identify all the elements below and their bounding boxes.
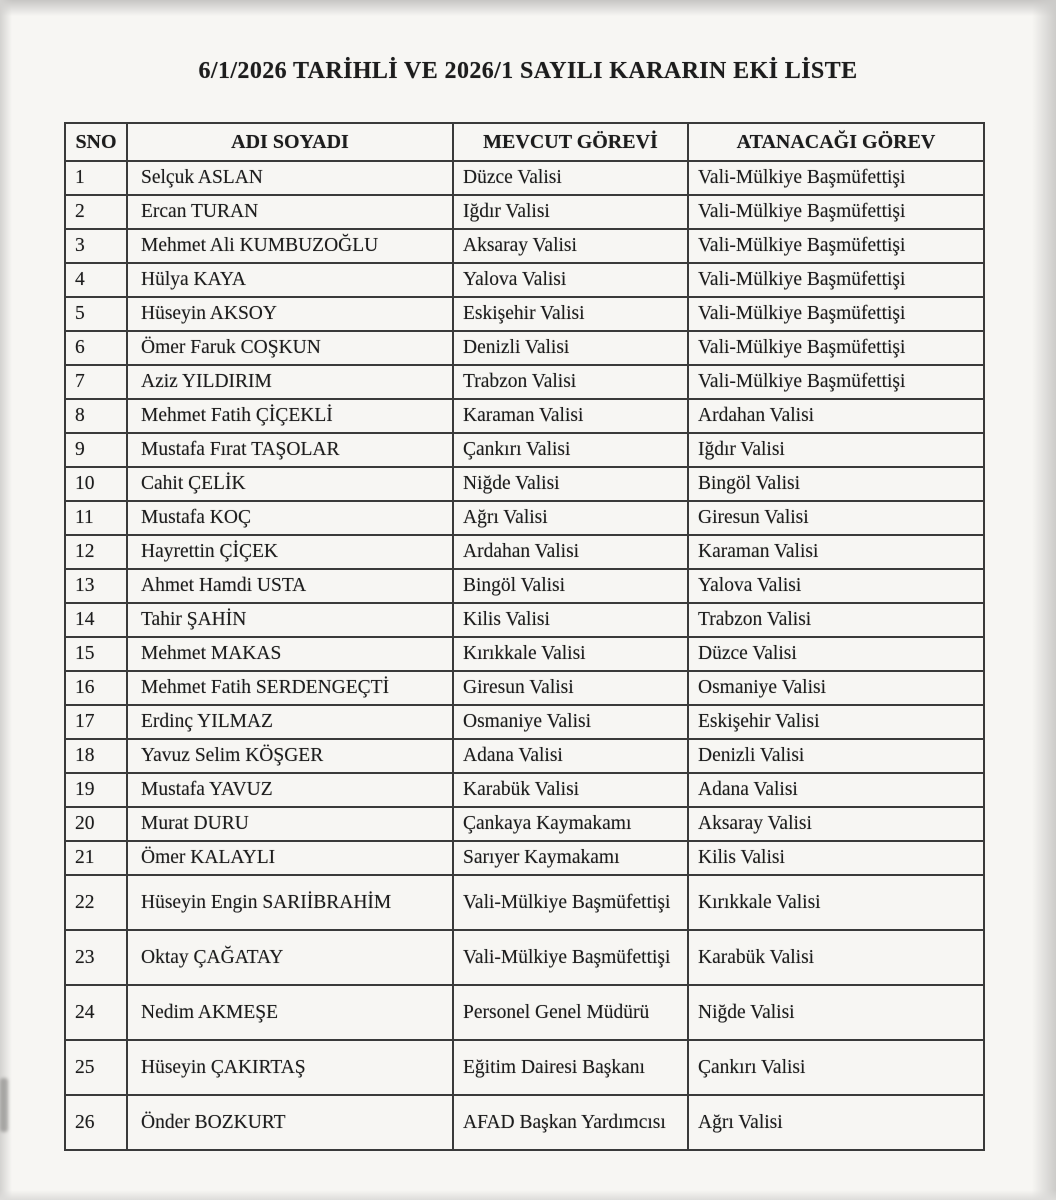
cell-current-position: Karabük Valisi [453,773,688,807]
cell-new-position: Vali-Mülkiye Başmüfettişi [688,365,984,399]
cell-current-position: Aksaray Valisi [453,229,688,263]
cell-name: Cahit ÇELİK [127,467,453,501]
cell-current-position: Çankırı Valisi [453,433,688,467]
cell-current-position: Osmaniye Valisi [453,705,688,739]
cell-new-position: Vali-Mülkiye Başmüfettişi [688,229,984,263]
cell-name: Selçuk ASLAN [127,161,453,195]
cell-current-position: Giresun Valisi [453,671,688,705]
table-row [65,297,984,331]
cell-new-position: Kırıkkale Valisi [688,875,984,930]
cell-new-position: Ardahan Valisi [688,399,984,433]
table-row [65,331,984,365]
cell-current-position: Denizli Valisi [453,331,688,365]
cell-name: Mustafa YAVUZ [127,773,453,807]
cell-new-position: Vali-Mülkiye Başmüfettişi [688,297,984,331]
cell-name: Ahmet Hamdi USTA [127,569,453,603]
cell-current-position: Vali-Mülkiye Başmüfettişi [453,930,688,985]
cell-sno: 17 [65,705,127,739]
table-row [65,263,984,297]
cell-name: Ömer Faruk COŞKUN [127,331,453,365]
table-row [65,433,984,467]
cell-sno: 13 [65,569,127,603]
cell-current-position: Kırıkkale Valisi [453,637,688,671]
scan-edge-top [0,0,1056,16]
cell-current-position: Trabzon Valisi [453,365,688,399]
cell-name: Hüseyin AKSOY [127,297,453,331]
cell-new-position: Karaman Valisi [688,535,984,569]
cell-sno: 7 [65,365,127,399]
cell-sno: 2 [65,195,127,229]
cell-name: Oktay ÇAĞATAY [127,930,453,985]
appointments-table [64,122,985,1151]
cell-sno: 4 [65,263,127,297]
cell-current-position: Personel Genel Müdürü [453,985,688,1040]
cell-name: Mehmet Fatih ÇİÇEKLİ [127,399,453,433]
cell-current-position: AFAD Başkan Yardımcısı [453,1095,688,1150]
cell-name: Aziz YILDIRIM [127,365,453,399]
cell-sno: 1 [65,161,127,195]
cell-sno: 6 [65,331,127,365]
cell-new-position: Vali-Mülkiye Başmüfettişi [688,331,984,365]
cell-name: Hüseyin ÇAKIRTAŞ [127,1040,453,1095]
cell-new-position: Denizli Valisi [688,739,984,773]
cell-new-position: Trabzon Valisi [688,603,984,637]
table-row [65,399,984,433]
cell-sno: 25 [65,1040,127,1095]
cell-new-position: Yalova Valisi [688,569,984,603]
cell-name: Mehmet Ali KUMBUZOĞLU [127,229,453,263]
cell-current-position: Çankaya Kaymakamı [453,807,688,841]
table-row [65,807,984,841]
cell-name: Mustafa KOÇ [127,501,453,535]
cell-current-position: Sarıyer Kaymakamı [453,841,688,875]
cell-current-position: Eskişehir Valisi [453,297,688,331]
table-row [65,467,984,501]
cell-new-position: Karabük Valisi [688,930,984,985]
table-row [65,875,984,930]
cell-sno: 21 [65,841,127,875]
cell-name: Mehmet MAKAS [127,637,453,671]
table-row [65,985,984,1040]
table-body [65,161,984,1150]
table-row [65,195,984,229]
cell-new-position: Bingöl Valisi [688,467,984,501]
cell-sno: 16 [65,671,127,705]
cell-sno: 8 [65,399,127,433]
cell-current-position: Bingöl Valisi [453,569,688,603]
cell-name: Hayrettin ÇİÇEK [127,535,453,569]
scan-edge-left [0,0,12,1200]
cell-sno: 10 [65,467,127,501]
cell-name: Murat DURU [127,807,453,841]
cell-sno: 24 [65,985,127,1040]
cell-current-position: Ağrı Valisi [453,501,688,535]
table-row [65,1095,984,1150]
cell-current-position: Karaman Valisi [453,399,688,433]
cell-new-position: Niğde Valisi [688,985,984,1040]
table-row [65,930,984,985]
cell-current-position: Vali-Mülkiye Başmüfettişi [453,875,688,930]
cell-sno: 9 [65,433,127,467]
cell-name: Nedim AKMEŞE [127,985,453,1040]
scan-edge-bottom [0,1190,1056,1200]
cell-name: Ercan TURAN [127,195,453,229]
cell-name: Erdinç YILMAZ [127,705,453,739]
cell-current-position: Adana Valisi [453,739,688,773]
cell-sno: 19 [65,773,127,807]
cell-current-position: Iğdır Valisi [453,195,688,229]
cell-name: Hülya KAYA [127,263,453,297]
cell-new-position: Vali-Mülkiye Başmüfettişi [688,195,984,229]
cell-new-position: Osmaniye Valisi [688,671,984,705]
cell-sno: 23 [65,930,127,985]
cell-new-position: Çankırı Valisi [688,1040,984,1095]
cell-sno: 11 [65,501,127,535]
header-row [65,123,984,161]
table-row [65,161,984,195]
table-row [65,637,984,671]
header-new-position: ATANACAĞI GÖREV [688,123,984,161]
table-row [65,1040,984,1095]
cell-new-position: Eskişehir Valisi [688,705,984,739]
table-row [65,841,984,875]
cell-sno: 26 [65,1095,127,1150]
cell-new-position: Adana Valisi [688,773,984,807]
cell-new-position: Aksaray Valisi [688,807,984,841]
cell-new-position: Ağrı Valisi [688,1095,984,1150]
cell-current-position: Yalova Valisi [453,263,688,297]
table-row [65,229,984,263]
table-row [65,739,984,773]
cell-sno: 18 [65,739,127,773]
cell-name: Ömer KALAYLI [127,841,453,875]
cell-sno: 15 [65,637,127,671]
cell-sno: 22 [65,875,127,930]
table-row [65,603,984,637]
cell-current-position: Düzce Valisi [453,161,688,195]
cell-sno: 20 [65,807,127,841]
cell-new-position: Kilis Valisi [688,841,984,875]
cell-sno: 3 [65,229,127,263]
cell-current-position: Ardahan Valisi [453,535,688,569]
table-row [65,501,984,535]
table-row [65,535,984,569]
cell-current-position: Eğitim Dairesi Başkanı [453,1040,688,1095]
scan-edge-right [1032,0,1056,1200]
cell-name: Yavuz Selim KÖŞGER [127,739,453,773]
table-row [65,705,984,739]
scan-smudge [0,1078,8,1132]
cell-name: Hüseyin Engin SARIİBRAHİM [127,875,453,930]
header-current-position: MEVCUT GÖREVİ [453,123,688,161]
cell-current-position: Niğde Valisi [453,467,688,501]
cell-name: Önder BOZKURT [127,1095,453,1150]
cell-new-position: Iğdır Valisi [688,433,984,467]
header-sno: SNO [65,123,127,161]
header-name: ADI SOYADI [127,123,453,161]
table-header [65,123,984,161]
cell-sno: 12 [65,535,127,569]
cell-new-position: Giresun Valisi [688,501,984,535]
cell-name: Mehmet Fatih SERDENGEÇTİ [127,671,453,705]
table-row [65,671,984,705]
cell-name: Tahir ŞAHİN [127,603,453,637]
cell-current-position: Kilis Valisi [453,603,688,637]
cell-sno: 5 [65,297,127,331]
page-title: 6/1/2026 TARİHLİ VE 2026/1 SAYILI KARARIN EKİ LİSTE [198,58,858,84]
cell-name: Mustafa Fırat TAŞOLAR [127,433,453,467]
table-row [65,569,984,603]
cell-new-position: Vali-Mülkiye Başmüfettişi [688,161,984,195]
cell-new-position: Düzce Valisi [688,637,984,671]
cell-sno: 14 [65,603,127,637]
table-row [65,365,984,399]
cell-new-position: Vali-Mülkiye Başmüfettişi [688,263,984,297]
table-row [65,773,984,807]
